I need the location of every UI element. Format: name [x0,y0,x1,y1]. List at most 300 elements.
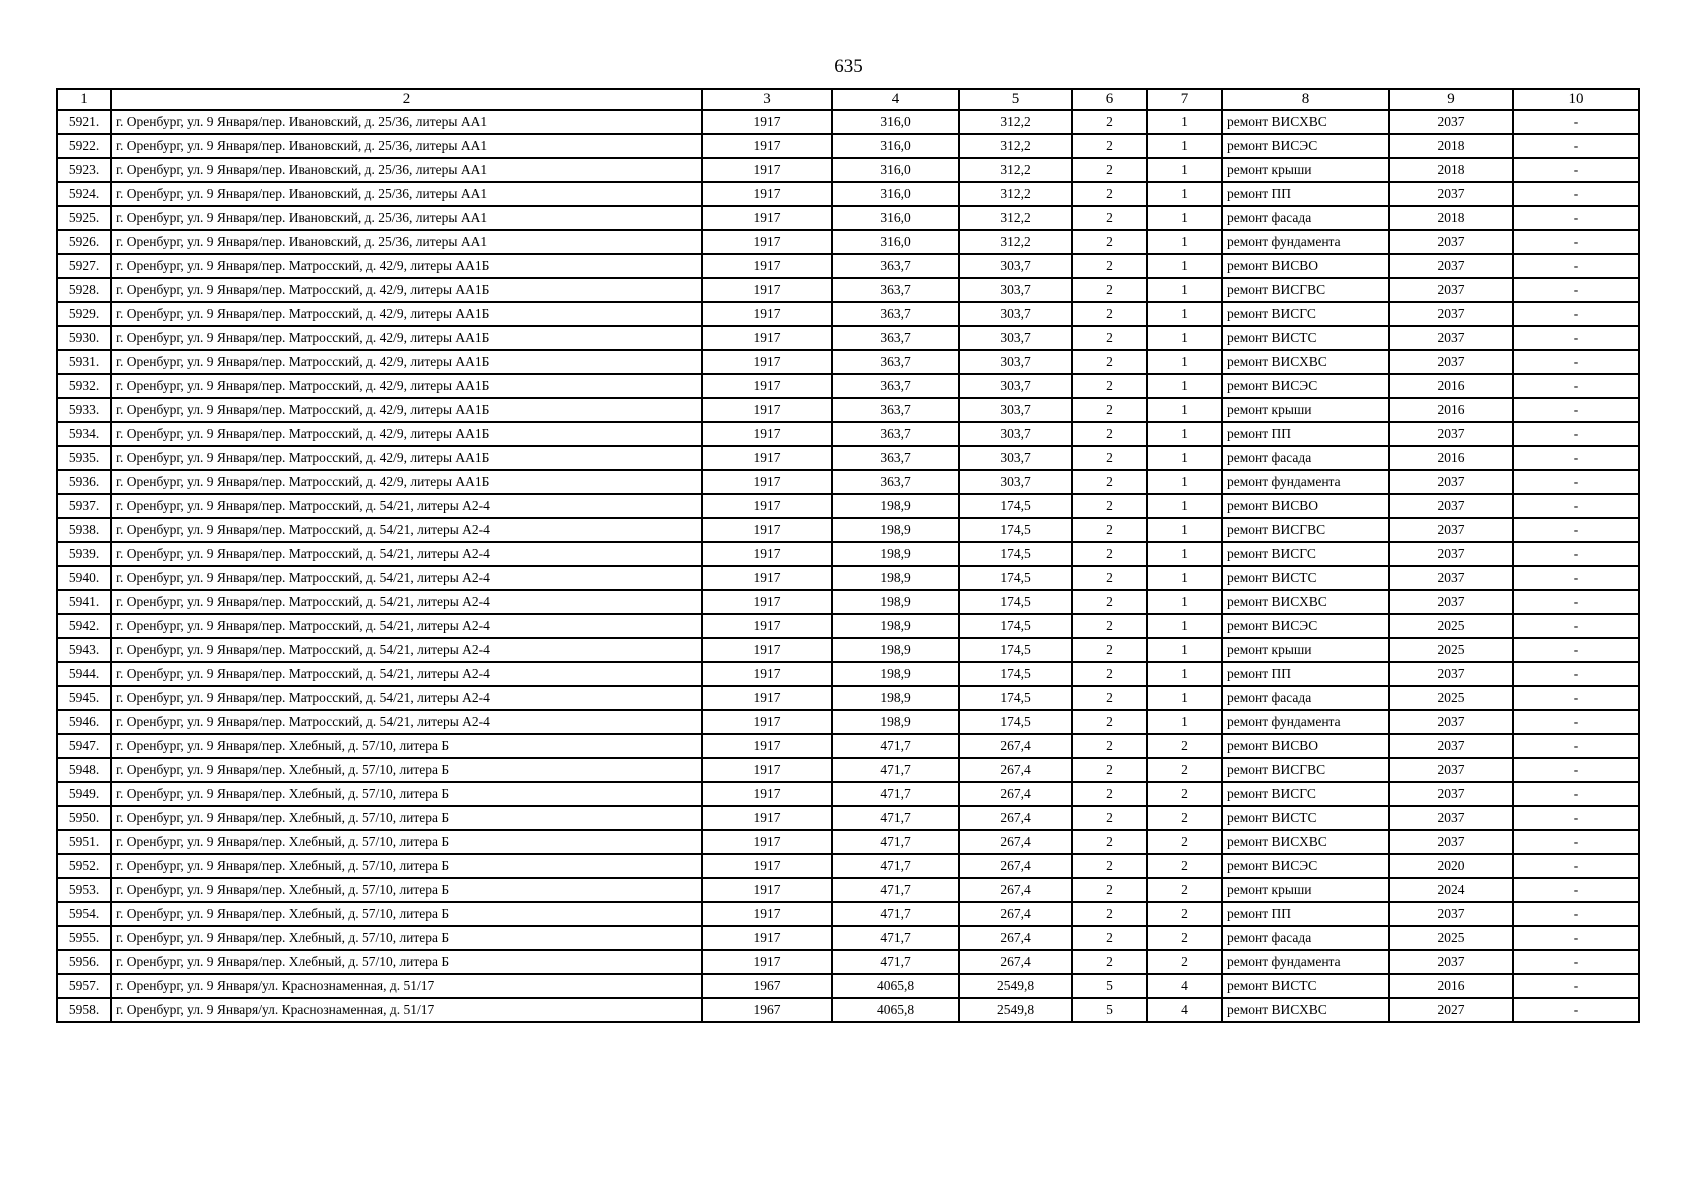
total-area-cell: 363,7 [832,422,959,446]
planned-year-cell: 2016 [1389,374,1513,398]
total-area-cell: 363,7 [832,278,959,302]
total-area-cell: 4065,8 [832,998,959,1022]
year-built-cell: 1917 [702,398,832,422]
entrances-cell: 4 [1147,998,1222,1022]
address-cell: г. Оренбург, ул. 9 Января/пер. Ивановский, д. 25/36, литеры АА1 [111,110,702,134]
address-cell: г. Оренбург, ул. 9 Января/пер. Хлебный, д. 57/10, литера Б [111,782,702,806]
repair-schedule-table [56,88,1640,1023]
note-cell: - [1513,950,1639,974]
note-cell: - [1513,470,1639,494]
floors-cell: 2 [1072,566,1147,590]
planned-year-cell: 2037 [1389,182,1513,206]
work-type-cell: ремонт ВИСЭС [1222,854,1389,878]
note-cell: - [1513,278,1639,302]
floors-cell: 2 [1072,590,1147,614]
row-number-cell: 5926. [57,230,111,254]
row-number-cell: 5948. [57,758,111,782]
year-built-cell: 1917 [702,374,832,398]
note-cell: - [1513,614,1639,638]
entrances-cell: 1 [1147,110,1222,134]
floors-cell: 2 [1072,302,1147,326]
row-number-cell: 5934. [57,422,111,446]
floors-cell: 2 [1072,542,1147,566]
row-number-cell: 5928. [57,278,111,302]
note-cell: - [1513,734,1639,758]
table-row [57,110,1639,134]
total-area-cell: 198,9 [832,518,959,542]
year-built-cell: 1917 [702,686,832,710]
address-cell: г. Оренбург, ул. 9 Января/пер. Хлебный, д. 57/10, литера Б [111,950,702,974]
floors-cell: 2 [1072,854,1147,878]
living-area-cell: 174,5 [959,494,1072,518]
total-area-cell: 363,7 [832,398,959,422]
year-built-cell: 1917 [702,566,832,590]
planned-year-cell: 2037 [1389,110,1513,134]
planned-year-cell: 2037 [1389,710,1513,734]
living-area-cell: 312,2 [959,206,1072,230]
planned-year-cell: 2037 [1389,422,1513,446]
work-type-cell: ремонт ВИСЭС [1222,374,1389,398]
entrances-cell: 2 [1147,830,1222,854]
column-header: 3 [702,89,832,110]
year-built-cell: 1917 [702,782,832,806]
total-area-cell: 198,9 [832,710,959,734]
entrances-cell: 2 [1147,926,1222,950]
column-header: 4 [832,89,959,110]
year-built-cell: 1967 [702,998,832,1022]
note-cell: - [1513,326,1639,350]
entrances-cell: 1 [1147,422,1222,446]
row-number-cell: 5930. [57,326,111,350]
entrances-cell: 1 [1147,542,1222,566]
living-area-cell: 312,2 [959,110,1072,134]
floors-cell: 2 [1072,422,1147,446]
work-type-cell: ремонт ВИСГС [1222,542,1389,566]
floors-cell: 2 [1072,254,1147,278]
table-row [57,614,1639,638]
year-built-cell: 1917 [702,734,832,758]
work-type-cell: ремонт ВИСГС [1222,782,1389,806]
total-area-cell: 363,7 [832,446,959,470]
living-area-cell: 2549,8 [959,998,1072,1022]
work-type-cell: ремонт ВИСВО [1222,494,1389,518]
year-built-cell: 1967 [702,974,832,998]
work-type-cell: ремонт ВИСТС [1222,326,1389,350]
address-cell: г. Оренбург, ул. 9 Января/пер. Матросский, д. 54/21, литеры А2-4 [111,686,702,710]
floors-cell: 2 [1072,518,1147,542]
entrances-cell: 1 [1147,206,1222,230]
address-cell: г. Оренбург, ул. 9 Января/пер. Хлебный, д. 57/10, литера Б [111,806,702,830]
note-cell: - [1513,974,1639,998]
table-row [57,566,1639,590]
work-type-cell: ремонт крыши [1222,158,1389,182]
planned-year-cell: 2037 [1389,566,1513,590]
entrances-cell: 2 [1147,950,1222,974]
work-type-cell: ремонт ВИСТС [1222,566,1389,590]
year-built-cell: 1917 [702,158,832,182]
total-area-cell: 471,7 [832,902,959,926]
entrances-cell: 1 [1147,374,1222,398]
year-built-cell: 1917 [702,806,832,830]
row-number-cell: 5946. [57,710,111,734]
note-cell: - [1513,662,1639,686]
planned-year-cell: 2037 [1389,254,1513,278]
address-cell: г. Оренбург, ул. 9 Января/ул. Краснознаменная, д. 51/17 [111,998,702,1022]
row-number-cell: 5954. [57,902,111,926]
work-type-cell: ремонт ВИСГВС [1222,518,1389,542]
work-type-cell: ремонт фасада [1222,926,1389,950]
floors-cell: 2 [1072,926,1147,950]
planned-year-cell: 2018 [1389,206,1513,230]
year-built-cell: 1917 [702,950,832,974]
floors-cell: 2 [1072,374,1147,398]
planned-year-cell: 2020 [1389,854,1513,878]
work-type-cell: ремонт фасада [1222,206,1389,230]
row-number-cell: 5939. [57,542,111,566]
page-number: 635 [834,56,863,77]
row-number-cell: 5942. [57,614,111,638]
floors-cell: 2 [1072,758,1147,782]
entrances-cell: 2 [1147,854,1222,878]
row-number-cell: 5938. [57,518,111,542]
entrances-cell: 1 [1147,182,1222,206]
floors-cell: 2 [1072,950,1147,974]
column-header: 7 [1147,89,1222,110]
note-cell: - [1513,878,1639,902]
work-type-cell: ремонт фундамента [1222,950,1389,974]
living-area-cell: 267,4 [959,806,1072,830]
year-built-cell: 1917 [702,758,832,782]
note-cell: - [1513,902,1639,926]
floors-cell: 2 [1072,662,1147,686]
address-cell: г. Оренбург, ул. 9 Января/пер. Хлебный, д. 57/10, литера Б [111,878,702,902]
note-cell: - [1513,686,1639,710]
work-type-cell: ремонт ВИСГВС [1222,278,1389,302]
living-area-cell: 267,4 [959,950,1072,974]
address-cell: г. Оренбург, ул. 9 Января/пер. Ивановский, д. 25/36, литеры АА1 [111,206,702,230]
floors-cell: 2 [1072,782,1147,806]
planned-year-cell: 2037 [1389,830,1513,854]
entrances-cell: 1 [1147,398,1222,422]
year-built-cell: 1917 [702,278,832,302]
total-area-cell: 198,9 [832,614,959,638]
total-area-cell: 471,7 [832,950,959,974]
entrances-cell: 1 [1147,230,1222,254]
planned-year-cell: 2037 [1389,806,1513,830]
row-number-cell: 5935. [57,446,111,470]
year-built-cell: 1917 [702,710,832,734]
table-row [57,950,1639,974]
work-type-cell: ремонт ПП [1222,422,1389,446]
planned-year-cell: 2037 [1389,902,1513,926]
entrances-cell: 2 [1147,878,1222,902]
planned-year-cell: 2027 [1389,998,1513,1022]
row-number-cell: 5936. [57,470,111,494]
row-number-cell: 5923. [57,158,111,182]
entrances-cell: 1 [1147,302,1222,326]
floors-cell: 2 [1072,230,1147,254]
living-area-cell: 303,7 [959,374,1072,398]
note-cell: - [1513,350,1639,374]
total-area-cell: 471,7 [832,806,959,830]
table-row [57,854,1639,878]
work-type-cell: ремонт фундамента [1222,710,1389,734]
floors-cell: 5 [1072,974,1147,998]
living-area-cell: 312,2 [959,230,1072,254]
address-cell: г. Оренбург, ул. 9 Января/пер. Матросский, д. 54/21, литеры А2-4 [111,710,702,734]
floors-cell: 2 [1072,830,1147,854]
total-area-cell: 363,7 [832,470,959,494]
note-cell: - [1513,566,1639,590]
year-built-cell: 1917 [702,638,832,662]
address-cell: г. Оренбург, ул. 9 Января/пер. Хлебный, д. 57/10, литера Б [111,902,702,926]
total-area-cell: 363,7 [832,374,959,398]
row-number-cell: 5944. [57,662,111,686]
table-row [57,686,1639,710]
entrances-cell: 2 [1147,902,1222,926]
note-cell: - [1513,926,1639,950]
floors-cell: 2 [1072,398,1147,422]
floors-cell: 2 [1072,710,1147,734]
year-built-cell: 1917 [702,494,832,518]
entrances-cell: 1 [1147,326,1222,350]
living-area-cell: 267,4 [959,782,1072,806]
total-area-cell: 316,0 [832,206,959,230]
living-area-cell: 303,7 [959,470,1072,494]
note-cell: - [1513,134,1639,158]
entrances-cell: 1 [1147,710,1222,734]
entrances-cell: 1 [1147,350,1222,374]
living-area-cell: 312,2 [959,182,1072,206]
living-area-cell: 2549,8 [959,974,1072,998]
table-row [57,806,1639,830]
entrances-cell: 2 [1147,806,1222,830]
total-area-cell: 316,0 [832,134,959,158]
floors-cell: 2 [1072,110,1147,134]
planned-year-cell: 2037 [1389,542,1513,566]
work-type-cell: ремонт крыши [1222,638,1389,662]
planned-year-cell: 2037 [1389,662,1513,686]
entrances-cell: 1 [1147,614,1222,638]
total-area-cell: 471,7 [832,878,959,902]
table-row [57,902,1639,926]
table-row [57,758,1639,782]
work-type-cell: ремонт ВИСГВС [1222,758,1389,782]
address-cell: г. Оренбург, ул. 9 Января/пер. Хлебный, д. 57/10, литера Б [111,734,702,758]
table-row [57,254,1639,278]
year-built-cell: 1917 [702,182,832,206]
column-header: 2 [111,89,702,110]
year-built-cell: 1917 [702,110,832,134]
note-cell: - [1513,806,1639,830]
row-number-cell: 5945. [57,686,111,710]
note-cell: - [1513,374,1639,398]
column-header: 5 [959,89,1072,110]
planned-year-cell: 2037 [1389,302,1513,326]
address-cell: г. Оренбург, ул. 9 Января/пер. Матросский, д. 42/9, литеры АА1Б [111,470,702,494]
planned-year-cell: 2037 [1389,494,1513,518]
table-row [57,374,1639,398]
table-row [57,446,1639,470]
note-cell: - [1513,158,1639,182]
planned-year-cell: 2037 [1389,350,1513,374]
row-number-cell: 5953. [57,878,111,902]
note-cell: - [1513,638,1639,662]
address-cell: г. Оренбург, ул. 9 Января/пер. Ивановский, д. 25/36, литеры АА1 [111,230,702,254]
living-area-cell: 303,7 [959,254,1072,278]
planned-year-cell: 2037 [1389,230,1513,254]
row-number-cell: 5956. [57,950,111,974]
address-cell: г. Оренбург, ул. 9 Января/пер. Хлебный, д. 57/10, литера Б [111,830,702,854]
row-number-cell: 5940. [57,566,111,590]
table-row [57,182,1639,206]
entrances-cell: 2 [1147,782,1222,806]
address-cell: г. Оренбург, ул. 9 Января/пер. Матросский, д. 42/9, литеры АА1Б [111,374,702,398]
table-row [57,302,1639,326]
row-number-cell: 5951. [57,830,111,854]
address-cell: г. Оренбург, ул. 9 Января/пер. Хлебный, д. 57/10, литера Б [111,758,702,782]
note-cell: - [1513,518,1639,542]
work-type-cell: ремонт ВИСТС [1222,806,1389,830]
note-cell: - [1513,590,1639,614]
entrances-cell: 1 [1147,686,1222,710]
total-area-cell: 363,7 [832,326,959,350]
row-number-cell: 5933. [57,398,111,422]
year-built-cell: 1917 [702,518,832,542]
address-cell: г. Оренбург, ул. 9 Января/пер. Матросский, д. 54/21, литеры А2-4 [111,662,702,686]
address-cell: г. Оренбург, ул. 9 Января/пер. Матросский, д. 54/21, литеры А2-4 [111,590,702,614]
living-area-cell: 303,7 [959,302,1072,326]
row-number-cell: 5929. [57,302,111,326]
address-cell: г. Оренбург, ул. 9 Января/ул. Краснознаменная, д. 51/17 [111,974,702,998]
floors-cell: 2 [1072,350,1147,374]
total-area-cell: 198,9 [832,638,959,662]
entrances-cell: 2 [1147,758,1222,782]
year-built-cell: 1917 [702,926,832,950]
planned-year-cell: 2037 [1389,734,1513,758]
floors-cell: 5 [1072,998,1147,1022]
table-row [57,662,1639,686]
note-cell: - [1513,230,1639,254]
floors-cell: 2 [1072,182,1147,206]
total-area-cell: 316,0 [832,158,959,182]
table-row [57,830,1639,854]
address-cell: г. Оренбург, ул. 9 Января/пер. Матросский, д. 42/9, литеры АА1Б [111,350,702,374]
total-area-cell: 471,7 [832,830,959,854]
work-type-cell: ремонт ВИСЭС [1222,134,1389,158]
entrances-cell: 1 [1147,494,1222,518]
row-number-cell: 5927. [57,254,111,278]
address-cell: г. Оренбург, ул. 9 Января/пер. Матросский, д. 42/9, литеры АА1Б [111,278,702,302]
row-number-cell: 5932. [57,374,111,398]
note-cell: - [1513,446,1639,470]
address-cell: г. Оренбург, ул. 9 Января/пер. Матросский, д. 54/21, литеры А2-4 [111,638,702,662]
living-area-cell: 267,4 [959,758,1072,782]
total-area-cell: 316,0 [832,182,959,206]
entrances-cell: 1 [1147,254,1222,278]
living-area-cell: 174,5 [959,614,1072,638]
total-area-cell: 4065,8 [832,974,959,998]
table-row [57,638,1639,662]
entrances-cell: 4 [1147,974,1222,998]
table-row [57,494,1639,518]
floors-cell: 2 [1072,806,1147,830]
work-type-cell: ремонт ВИСТС [1222,974,1389,998]
row-number-cell: 5922. [57,134,111,158]
year-built-cell: 1917 [702,614,832,638]
note-cell: - [1513,206,1639,230]
table-row [57,710,1639,734]
address-cell: г. Оренбург, ул. 9 Января/пер. Матросский, д. 54/21, литеры А2-4 [111,566,702,590]
year-built-cell: 1917 [702,662,832,686]
address-cell: г. Оренбург, ул. 9 Января/пер. Ивановский, д. 25/36, литеры АА1 [111,158,702,182]
row-number-cell: 5949. [57,782,111,806]
year-built-cell: 1917 [702,350,832,374]
total-area-cell: 363,7 [832,350,959,374]
entrances-cell: 1 [1147,638,1222,662]
living-area-cell: 267,4 [959,830,1072,854]
planned-year-cell: 2016 [1389,446,1513,470]
total-area-cell: 363,7 [832,254,959,278]
planned-year-cell: 2018 [1389,134,1513,158]
table-row [57,134,1639,158]
floors-cell: 2 [1072,878,1147,902]
entrances-cell: 1 [1147,566,1222,590]
planned-year-cell: 2025 [1389,638,1513,662]
work-type-cell: ремонт ВИСХВС [1222,998,1389,1022]
floors-cell: 2 [1072,206,1147,230]
entrances-cell: 1 [1147,518,1222,542]
entrances-cell: 1 [1147,590,1222,614]
note-cell: - [1513,782,1639,806]
table-row [57,158,1639,182]
work-type-cell: ремонт ВИСГС [1222,302,1389,326]
table-row [57,734,1639,758]
column-number-header-row [57,89,1639,110]
address-cell: г. Оренбург, ул. 9 Января/пер. Матросский, д. 42/9, литеры АА1Б [111,302,702,326]
floors-cell: 2 [1072,686,1147,710]
note-cell: - [1513,542,1639,566]
floors-cell: 2 [1072,638,1147,662]
living-area-cell: 267,4 [959,926,1072,950]
column-header: 8 [1222,89,1389,110]
year-built-cell: 1917 [702,326,832,350]
note-cell: - [1513,998,1639,1022]
living-area-cell: 303,7 [959,422,1072,446]
work-type-cell: ремонт ПП [1222,902,1389,926]
work-type-cell: ремонт ВИСЭС [1222,614,1389,638]
total-area-cell: 198,9 [832,590,959,614]
table-body [57,110,1639,1022]
work-type-cell: ремонт ПП [1222,662,1389,686]
column-header: 6 [1072,89,1147,110]
note-cell: - [1513,758,1639,782]
work-type-cell: ремонт ВИСХВС [1222,590,1389,614]
address-cell: г. Оренбург, ул. 9 Января/пер. Матросский, д. 42/9, литеры АА1Б [111,326,702,350]
table-row [57,422,1639,446]
row-number-cell: 5955. [57,926,111,950]
living-area-cell: 267,4 [959,854,1072,878]
planned-year-cell: 2016 [1389,974,1513,998]
planned-year-cell: 2037 [1389,950,1513,974]
planned-year-cell: 2018 [1389,158,1513,182]
total-area-cell: 198,9 [832,662,959,686]
work-type-cell: ремонт фасада [1222,686,1389,710]
note-cell: - [1513,854,1639,878]
planned-year-cell: 2024 [1389,878,1513,902]
note-cell: - [1513,422,1639,446]
floors-cell: 2 [1072,470,1147,494]
